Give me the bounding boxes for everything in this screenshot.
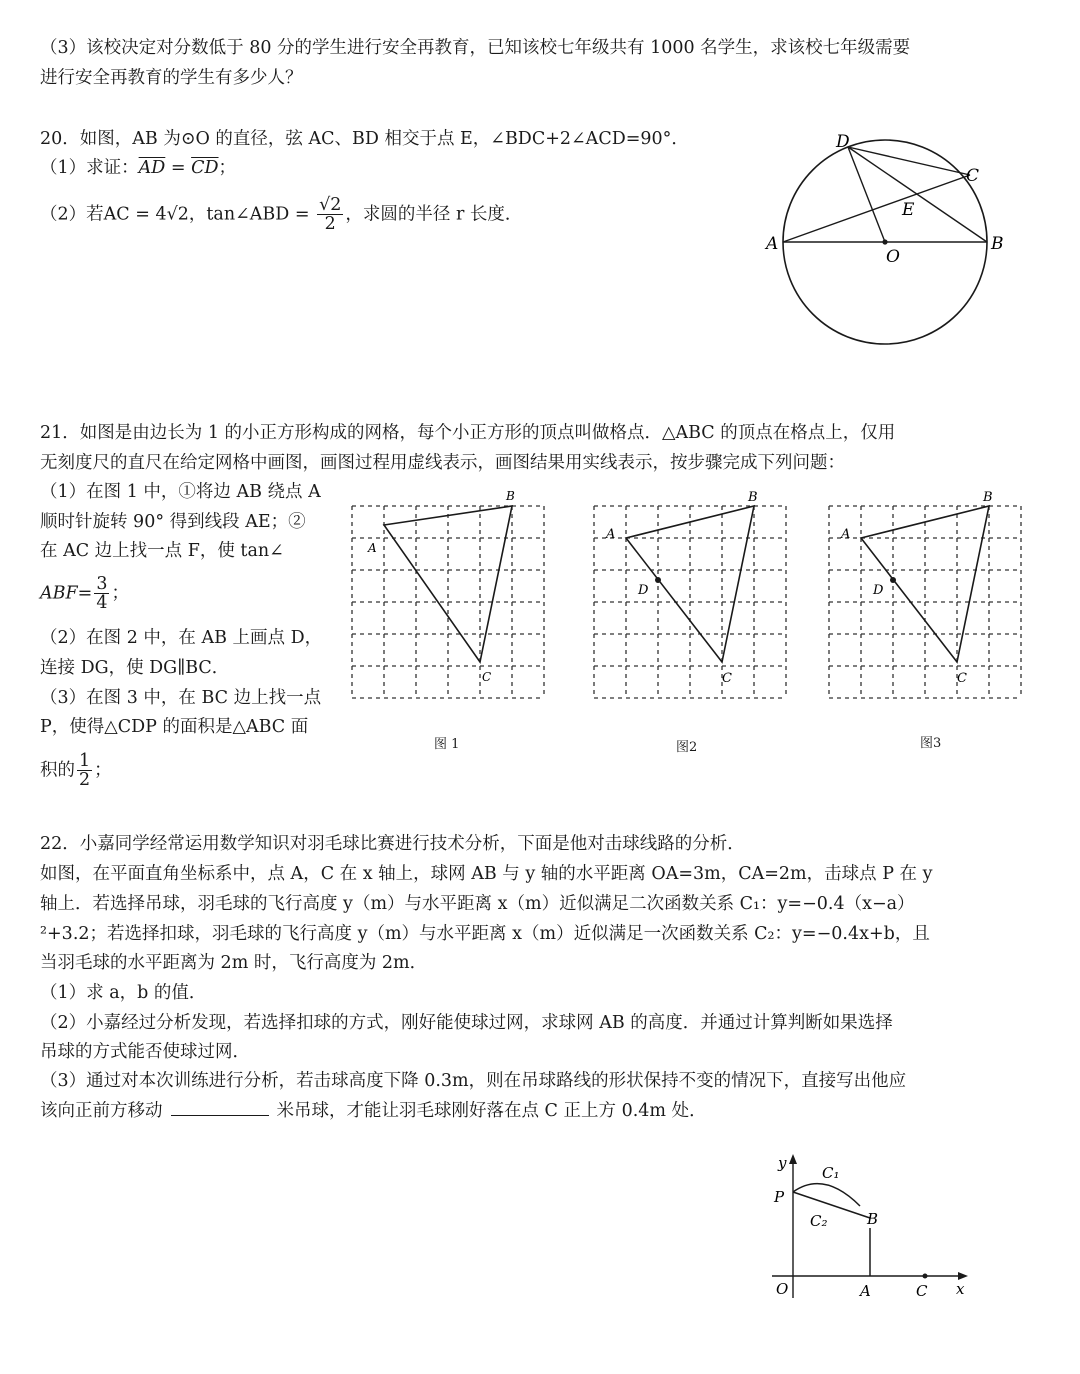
q19-part3-line2: 进行安全再教育的学生有多少人？ <box>40 68 303 88</box>
triangle-abc-1 <box>384 506 512 662</box>
q21-p1-l2: 顺时针旋转 90° 得到线段 AE；② <box>40 512 306 532</box>
q20-stem: 20．如图，AB 为⊙O 的直径，弦 AC、BD 相交于点 E，∠BDC+2∠ACD=90°． <box>40 129 689 149</box>
q21-p1-fraction <box>94 575 109 613</box>
point-d-2 <box>655 577 661 583</box>
label-c: C <box>966 166 980 186</box>
q21-line2: 无刻度尺的直尺在给定网格中画图，画图过程用虚线表示，画图结果用实线表示，按步骤完成下列问题： <box>40 453 845 473</box>
q21-p3-frac-den: 2 <box>79 770 91 791</box>
arc-ad: $\overline{AD}$ <box>138 158 166 178</box>
fig3-caption: 图3 <box>920 736 942 751</box>
point-d-3 <box>890 577 896 583</box>
label-d: D <box>836 132 850 152</box>
q21-p3-l3-prefix: 积的 <box>40 760 75 781</box>
label-a: A <box>766 234 779 254</box>
label-e: E <box>902 200 915 220</box>
q20-frac-num: √2 <box>319 195 342 215</box>
fig-label-o: O <box>776 1280 789 1298</box>
q21-figure-1 <box>352 486 552 701</box>
fig-label-c1: C₁ <box>822 1164 840 1182</box>
fig1-label-c: C <box>482 670 492 684</box>
fig2-label-a: A <box>606 527 616 542</box>
q22-line8: 吊球的方式能否使球过网． <box>40 1042 250 1062</box>
q21-line1: 21．如图是由边长为 1 的小正方形构成的网格，每个小正方形的顶点叫做格点．△ABC 的顶点在格点上，仅用 <box>40 423 896 443</box>
q20-part1-prefix: （1）求证： <box>40 158 139 178</box>
q22-line3: 轴上．若选择吊球，羽毛球的飞行高度 y（m）与水平距离 x（m）近似满足二次函数关系 C₁：y=−0.4（x−a） <box>40 894 915 914</box>
q22-line10-suffix: 米吊球，才能让羽毛球刚好落在点 C 正上方 0.4m 处． <box>276 1101 707 1121</box>
q20-part1-suffix: ； <box>218 158 237 178</box>
q22-coordinate-figure <box>762 1148 982 1308</box>
point-c-dot <box>923 1274 928 1279</box>
fig2-label-b: B <box>748 490 758 505</box>
grid-1 <box>352 506 544 698</box>
q20-part2-prefix: （2）若AC = 4√2，tan∠ABD = <box>40 204 316 225</box>
q21-p3-frac-num: 1 <box>79 751 91 771</box>
q19-part3-line1: （3）该校决定对分数低于 80 分的学生进行安全再教育，已知该校七年级共有 1000 名学生，求该校七年级需要 <box>40 38 911 58</box>
q22-line1: 22．小嘉同学经常运用数学知识对羽毛球比赛进行技术分析，下面是他对击球线路的分析． <box>40 834 745 854</box>
q22-line6: （1）求 a，b 的值． <box>40 983 207 1003</box>
q22-line10 <box>40 1103 707 1121</box>
fig3-label-d: D <box>873 583 884 598</box>
q21-p3-l2: P，使得△CDP 的面积是△ABC 面 <box>40 717 309 737</box>
fig1-label-a: A <box>368 541 377 555</box>
q21-p2-l1: （2）在图 2 中，在 AB 上画点 D， <box>40 628 323 648</box>
q22-line9: （3）通过对本次训练进行分析，若击球高度下降 0.3m，则在吊球路线的形状保持不变的情况下，直接写出他应 <box>40 1071 907 1091</box>
chord-ac <box>783 175 970 242</box>
q21-p1-l1: （1）在图 1 中，①将边 AB 绕点 A <box>40 482 321 502</box>
fig3-label-b: B <box>983 490 993 505</box>
y-axis-arrow <box>789 1154 797 1164</box>
center-dot <box>882 239 887 244</box>
label-b: B <box>991 234 1004 254</box>
fig2-label-d: D <box>638 583 649 598</box>
q22-line7: （2）小嘉经过分析发现，若选择扣球的方式，刚好能使球过网，求球网 AB 的高度．并通过计算判断如果选择 <box>40 1013 893 1033</box>
q21-p1-l4-prefix: ABF= <box>40 583 93 604</box>
x-axis-arrow <box>958 1272 968 1280</box>
fig2-label-c: C <box>722 671 732 686</box>
fig-label-c: C <box>916 1282 928 1300</box>
fig-label-x: x <box>956 1280 965 1298</box>
grid-3 <box>829 506 1021 698</box>
fig1-caption: 图 1 <box>434 737 460 752</box>
q20-part1-eq: = <box>165 158 192 178</box>
fig1-label-b: B <box>506 489 515 503</box>
q21-p3-l3 <box>40 752 112 790</box>
q21-p3-fraction <box>77 752 92 790</box>
q21-p1-frac-den: 4 <box>96 593 108 614</box>
q20-part2-suffix: ，求圆的半径 r 长度． <box>345 204 523 225</box>
arc-cd: $\overline{CD}$ <box>191 158 219 178</box>
q22-line10-prefix: 该向正前方移动 <box>40 1101 163 1121</box>
q21-figure-3 <box>829 486 1029 701</box>
q20-fraction <box>317 196 343 234</box>
fig-label-b: B <box>867 1210 879 1228</box>
q21-figure-2 <box>594 486 794 701</box>
fig3-label-c: C <box>957 671 967 686</box>
q22-line5: 当羽毛球的水平距离为 2m 时，飞行高度为 2m． <box>40 953 428 973</box>
q21-p1-l4 <box>40 575 129 613</box>
grid-2 <box>594 506 786 698</box>
fig3-label-a: A <box>841 527 851 542</box>
fig-label-p: P <box>774 1188 785 1206</box>
label-o: O <box>886 247 900 267</box>
fig-label-a: A <box>860 1282 871 1300</box>
segment-do <box>848 147 885 242</box>
chord-bd <box>848 147 987 242</box>
q20-circle-figure <box>760 125 1020 355</box>
q21-p3-l3-suffix: ； <box>94 760 112 781</box>
q21-p1-frac-num: 3 <box>96 574 108 594</box>
q20-frac-den: 2 <box>324 214 336 235</box>
q20-part1 <box>40 160 236 178</box>
q21-p2-l2: 连接 DG，使 DG∥BC． <box>40 658 230 678</box>
answer-blank[interactable] <box>171 1115 269 1116</box>
fig-label-y: y <box>778 1154 787 1172</box>
fig2-caption: 图2 <box>676 740 698 755</box>
chord-dc <box>848 147 970 175</box>
q20-part2 <box>40 196 522 234</box>
q22-line4: ²+3.2；若选择扣球，羽毛球的飞行高度 y（m）与水平距离 x（m）近似满足一次函数关系 C₂：y=−0.4x+b，且 <box>40 924 930 944</box>
fig-label-c2: C₂ <box>810 1212 828 1230</box>
q22-line2: 如图，在平面直角坐标系中，点 A，C 在 x 轴上，球网 AB 与 y 轴的水平距离 OA=3m，CA=2m，击球点 P 在 y <box>40 864 933 884</box>
q21-p3-l1: （3）在图 3 中，在 BC 边上找一点 <box>40 688 322 708</box>
q21-p1-l4-suffix: ； <box>111 583 129 604</box>
q21-p1-l3: 在 AC 边上找一点 F，使 tan∠ <box>40 541 284 561</box>
